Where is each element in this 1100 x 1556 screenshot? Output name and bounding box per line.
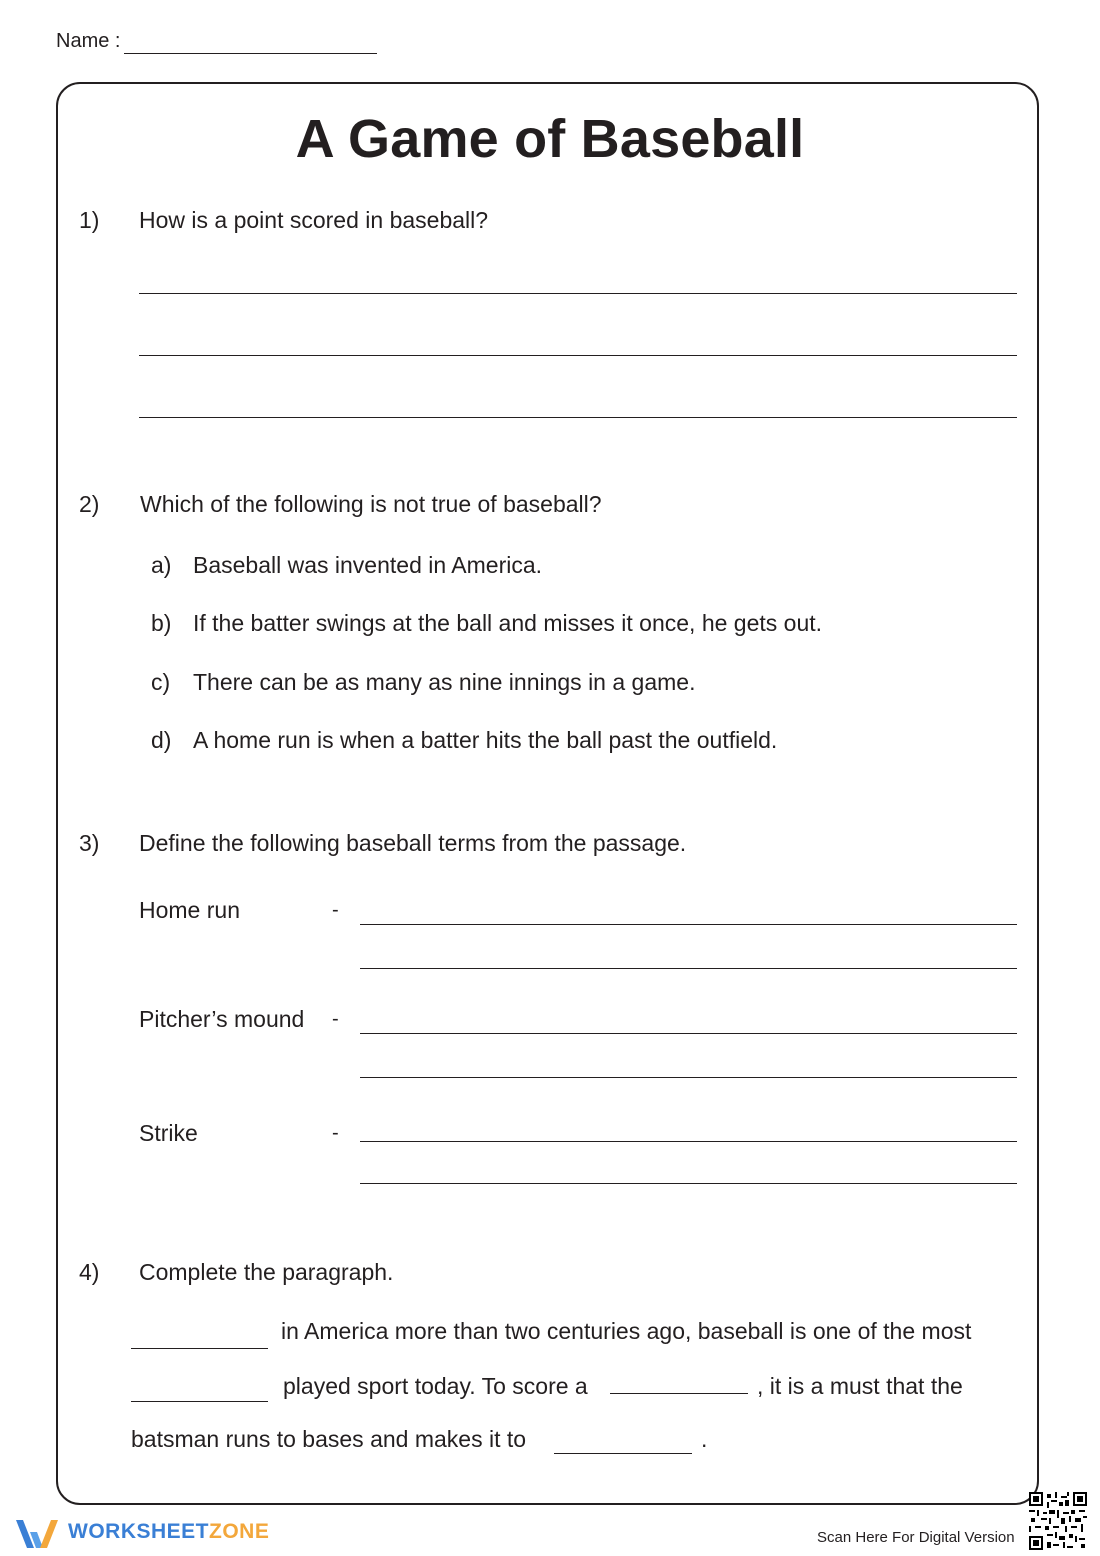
question-1-text: How is a point scored in baseball? xyxy=(139,207,489,233)
definition-line[interactable] xyxy=(360,1183,1017,1184)
paragraph-line-3a: batsman runs to bases and makes it to xyxy=(131,1426,527,1452)
answer-line[interactable] xyxy=(139,293,1017,294)
fill-blank[interactable] xyxy=(131,1348,268,1349)
definition-line[interactable] xyxy=(360,924,1017,925)
question-2-text: Which of the following is not true of baseball? xyxy=(140,491,602,517)
answer-line[interactable] xyxy=(139,355,1017,356)
fill-blank[interactable] xyxy=(610,1393,748,1394)
term-pitchers-mound: Pitcher’s mound xyxy=(139,1006,305,1032)
option-b-text[interactable]: If the batter swings at the ball and misses it once, he gets out. xyxy=(193,610,823,636)
name-field-line[interactable] xyxy=(124,53,377,54)
term-home-run: Home run xyxy=(139,897,240,923)
question-3-number: 3) xyxy=(79,830,100,856)
paragraph-line-2a: played sport today. To score a xyxy=(283,1373,588,1399)
worksheet-title: A Game of Baseball xyxy=(295,109,805,169)
brand-part-1: WORKSHEET xyxy=(68,1520,209,1543)
term-strike: Strike xyxy=(139,1120,198,1146)
fill-blank[interactable] xyxy=(554,1453,692,1454)
option-d-letter[interactable]: d) xyxy=(151,727,172,753)
definition-line[interactable] xyxy=(360,1077,1017,1078)
option-a-letter[interactable]: a) xyxy=(151,552,172,578)
definition-line[interactable] xyxy=(360,1141,1017,1142)
question-3-text: Define the following baseball terms from the passage. xyxy=(139,830,687,856)
paragraph-line-2b: , it is a must that the xyxy=(757,1373,963,1399)
qr-code-icon[interactable] xyxy=(1029,1492,1087,1550)
option-a-text[interactable]: Baseball was invented in America. xyxy=(193,552,543,578)
brand-part-2: ZONE xyxy=(209,1520,270,1543)
question-4-number: 4) xyxy=(79,1259,100,1285)
option-d-text[interactable]: A home run is when a batter hits the ball past the outfield. xyxy=(193,727,778,753)
worksheetzone-logo-icon xyxy=(14,1516,62,1552)
question-1-number: 1) xyxy=(79,207,100,233)
paragraph-line-3b: . xyxy=(701,1426,708,1452)
scan-here-text: Scan Here For Digital Version xyxy=(817,1529,1015,1546)
definition-line[interactable] xyxy=(360,1033,1017,1034)
answer-line[interactable] xyxy=(139,417,1017,418)
question-2-number: 2) xyxy=(79,491,100,517)
fill-blank[interactable] xyxy=(131,1401,268,1402)
worksheetzone-brand xyxy=(68,1520,269,1544)
option-c-text[interactable]: There can be as many as nine innings in a game. xyxy=(193,669,696,695)
definition-line[interactable] xyxy=(360,968,1017,969)
name-label: Name : xyxy=(56,30,121,52)
term-dash: - xyxy=(332,1122,339,1144)
paragraph-line-1: in America more than two centuries ago, baseball is one of the most xyxy=(281,1318,972,1344)
worksheet-frame xyxy=(56,82,1039,1505)
question-4-text: Complete the paragraph. xyxy=(139,1259,394,1285)
term-dash: - xyxy=(332,1008,339,1030)
option-b-letter[interactable]: b) xyxy=(151,610,172,636)
option-c-letter[interactable]: c) xyxy=(151,669,171,695)
term-dash: - xyxy=(332,899,339,921)
